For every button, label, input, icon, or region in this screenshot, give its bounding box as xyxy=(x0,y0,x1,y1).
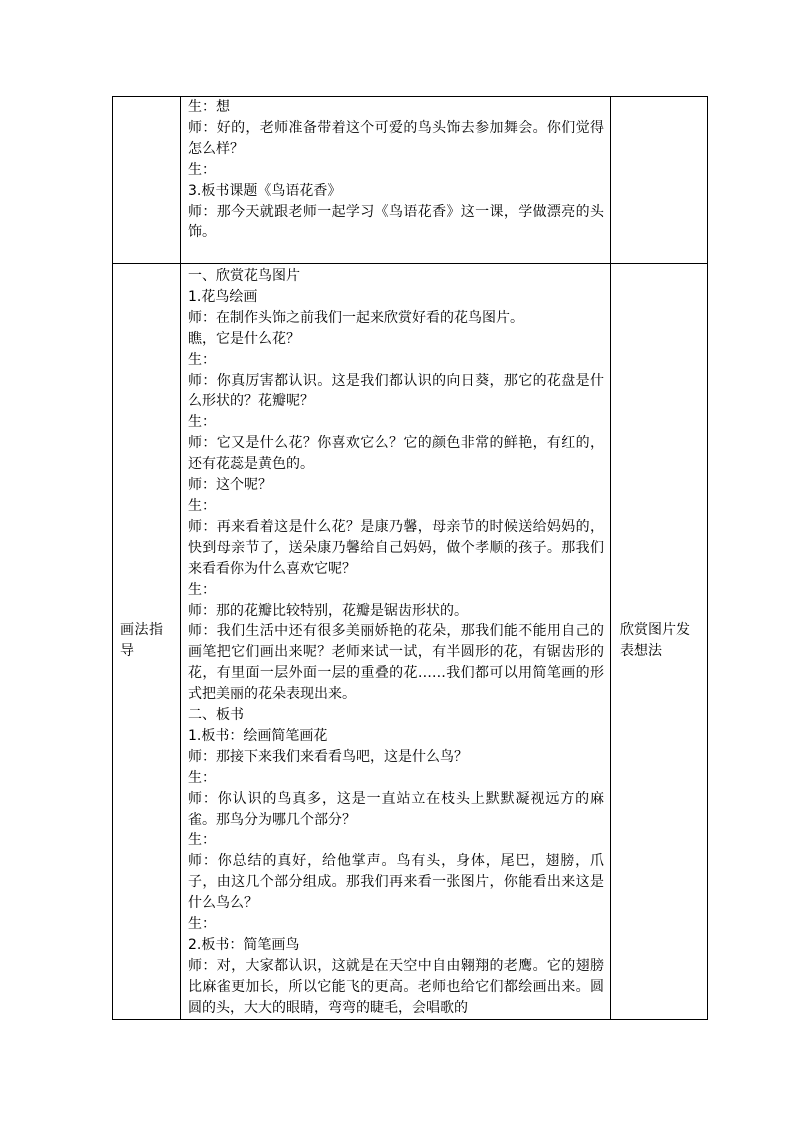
content-paragraph: 生： xyxy=(188,581,216,598)
content-paragraph: 师：它又是什么花？你喜欢它么？它的颜色非常的鲜艳，有红的，还有花蕊是黄色的。 xyxy=(188,435,604,473)
content-paragraph: 生：想 xyxy=(188,99,230,115)
content-paragraph: 师：你认识的鸟真多，这是一直站立在枝头上默默凝视远方的麻雀。那鸟分为哪几个部分？ xyxy=(188,790,604,828)
content-paragraph: 生： xyxy=(188,916,216,933)
content-paragraph: 生： xyxy=(188,832,216,849)
table-row xyxy=(113,264,708,1020)
content-paragraph: 3.板书课题《鸟语花香》 xyxy=(188,182,342,199)
content-paragraph: 一、欣赏花鸟图片 xyxy=(188,268,300,284)
lesson-plan-table xyxy=(112,96,708,1020)
content-paragraph: 师：那的花瓣比较特别，花瓣是锯齿形状的。 xyxy=(188,602,468,619)
content-paragraph: 1.板书：绘画简笔画花 xyxy=(188,727,328,744)
content-paragraph: 瞧，它是什么花？ xyxy=(188,330,300,347)
content-paragraph: 师：那接下来我们来看看鸟吧，这是什么鸟？ xyxy=(188,748,468,765)
content-paragraph: 师：你真厉害都认识。这是我们都认识的向日葵，那它的花盘是什么形状的？花瓣呢？ xyxy=(188,372,604,410)
student-activity-cell xyxy=(611,97,708,264)
content-paragraph: 1.花鸟绘画 xyxy=(188,288,258,305)
student-activity-cell: 欣赏图片发表想法 xyxy=(611,264,708,1020)
content-paragraph: 生： xyxy=(188,351,216,368)
content-paragraph: 师：你总结的真好，给他掌声。鸟有头，身体，尾巴，翅膀，爪子，由这几个部分组成。那我们再来看一张图片，你能看出来这是什么鸟么？ xyxy=(188,853,604,912)
content-paragraph: 师：那今天就跟老师一起学习《鸟语花香》这一课，学做漂亮的头饰。 xyxy=(188,203,604,241)
teaching-content-cell xyxy=(181,97,611,264)
content-paragraph: 二、板书 xyxy=(188,707,244,724)
content-paragraph: 师：在制作头饰之前我们一起来欣赏好看的花鸟图片。 xyxy=(188,309,524,326)
content-paragraph: 师：好的，老师准备带着这个可爱的鸟头饰去参加舞会。你们觉得怎么样？ xyxy=(188,119,604,157)
teaching-content-cell xyxy=(181,264,611,1020)
stage-label-cell xyxy=(113,97,181,264)
content-paragraph: 生： xyxy=(188,161,216,178)
table-row xyxy=(113,97,708,264)
content-paragraph: 生： xyxy=(188,769,216,786)
content-paragraph: 生： xyxy=(188,414,216,431)
stage-label-cell: 画法指导 xyxy=(113,264,181,1020)
content-paragraph: 师：这个呢？ xyxy=(188,477,272,494)
content-paragraph: 师：我们生活中还有很多美丽娇艳的花朵，那我们能不能用自己的画笔把它们画出来呢？老师来试一试，有半圆形的花，有锯齿形的花，有里面一层外面一层的重叠的花……我们都可以用简笔画的形式把美丽的花朵表现出来。 xyxy=(188,623,604,703)
content-paragraph: 生： xyxy=(188,497,216,514)
content-paragraph: 师：对，大家都认识，这就是在天空中自由翱翔的老鹰。它的翅膀比麻雀更加长，所以它能飞的更高。老师也给它们都绘画出来。圆圆的头，大大的眼睛，弯弯的睫毛，会唱歌的 xyxy=(188,957,604,1016)
content-paragraph: 师：再来看着这是什么花？是康乃馨，母亲节的时候送给妈妈的，快到母亲节了，送朵康乃馨给自己妈妈，做个孝顺的孩子。那我们来看看你为什么喜欢它呢？ xyxy=(188,518,604,577)
content-paragraph: 2.板书：简笔画鸟 xyxy=(188,937,300,953)
